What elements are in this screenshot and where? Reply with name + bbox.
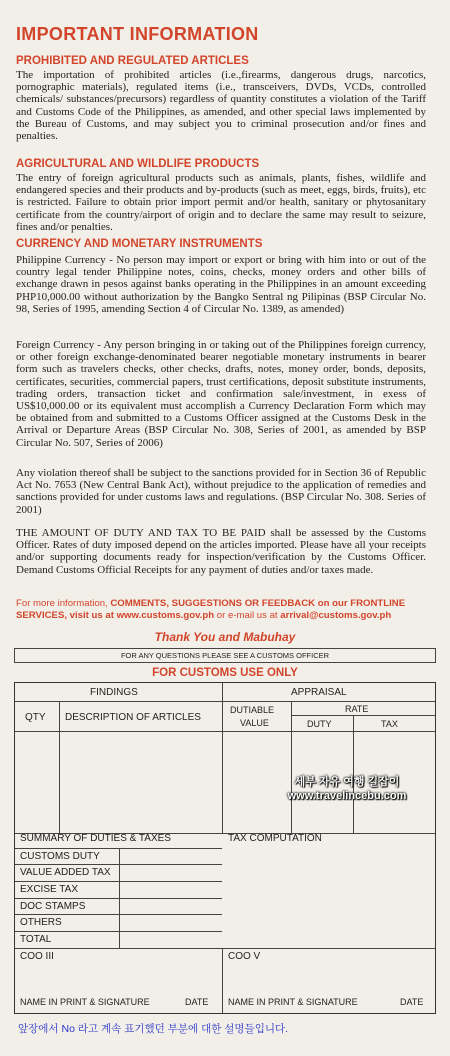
summary-row-total: TOTAL: [20, 934, 52, 945]
summary-row-excise-tax: EXCISE TAX: [20, 884, 78, 895]
contact-website[interactable]: COMMENTS, SUGGESTIONS OR FEEDBACK on our FRONTLINE SERVICES, visit us at www.customs.gov.ph: [16, 598, 406, 621]
tax-header: TAX: [381, 719, 398, 729]
paragraph-violation: Any violation thereof shall be subject to the sanctions provided for in Section 36 of Republic Act No. 7653 (New Central Bank Act), without prejudice to the application of remedies and sanctions provided for under customs laws and regulations. (BSP Circular No. 308. Series of 2001): [16, 467, 426, 516]
coo5-label: COO V: [228, 951, 261, 962]
watermark-url: www.travelincebu.com: [287, 790, 407, 802]
contact-prefix: For more information,: [16, 598, 111, 609]
rate-header: RATE: [345, 704, 369, 714]
summary-row-customs-duty: CUSTOMS DUTY: [20, 851, 100, 862]
contact-middle: or e-mail us at: [214, 610, 281, 621]
thank-you-text: Thank You and Mabuhay: [154, 630, 296, 644]
duty-header: DUTY: [307, 719, 332, 729]
contact-email[interactable]: arrival@customs.gov.ph: [280, 610, 392, 621]
date-right-label: DATE: [400, 997, 424, 1007]
qty-header: QTY: [25, 712, 46, 723]
section-title-agricultural: AGRICULTURAL AND WILDLIFE PRODUCTS: [16, 158, 260, 170]
questions-box: FOR ANY QUESTIONS PLEASE SEE A CUSTOMS OFFICER: [14, 648, 436, 663]
section-title-currency: CURRENCY AND MONETARY INSTRUMENTS: [16, 238, 263, 250]
paragraph-prohibited: The importation of prohibited articles (i.e.,firearms, dangerous drugs, narcotics, pornographic materials), regulated items (i.e., transceivers, DVDs, VCDs, controlled chemicals/ substances/precursors) regardless of quantity constitutes a violation of the Tariff and Customs Code of the Philippines, as amended, and other special laws implemented by the Bureau of Customs, and may subject you to criminal prosecution and/or fines and penalties.: [16, 69, 426, 143]
description-header: DESCRIPTION OF ARTICLES: [65, 712, 201, 723]
coo3-label: COO III: [20, 951, 54, 962]
date-left-label: DATE: [185, 997, 209, 1007]
summary-row-doc-stamps: DOC STAMPS: [20, 901, 86, 912]
summary-row-vat: VALUE ADDED TAX: [20, 867, 111, 878]
findings-header: FINDINGS: [90, 687, 138, 698]
paragraph-philippine-currency: Philippine Currency - No person may import or export or bring with him into or out of the country legal tender Philippine notes, coins, checks, money orders and other bills of exchange drawn in pesos against banks operating in the Philippines in an amount exceeding PHP10,000.00 without authorization by the Bangko Sentral ng Pilipinas (BSP Circular No. 98, Series of 1995, amending Section 4 of Circular No. 1389, as amended): [16, 254, 426, 315]
signature-left-label: NAME IN PRINT & SIGNATURE: [20, 997, 150, 1007]
summary-row-others: OTHERS: [20, 917, 62, 928]
contact-info: [16, 598, 436, 622]
customs-use-only-title: FOR CUSTOMS USE ONLY: [152, 667, 298, 679]
dutiable-header: DUTIABLE: [230, 705, 275, 715]
watermark-title: 세부 자유 여행 길잡이: [294, 776, 400, 788]
page-title: IMPORTANT INFORMATION: [16, 24, 259, 44]
value-header: VALUE: [240, 718, 269, 728]
paragraph-agricultural: The entry of foreign agricultural products such as animals, plants, fishes, wildlife and endangered species and their products and by-products (such as meet, eggs, birds, fruits), etc is restricted. Failure to obtain prior import permit and/or health, sanitary or phytosanitary certificate from the country/airport of origin and to declare the same may result to seizure, fines and/or penalties.: [16, 172, 426, 233]
summary-header: SUMMARY OF DUTIES & TAXES: [20, 833, 171, 844]
blog-watermark: [262, 775, 432, 803]
annotation-note: 앞장에서 No 라고 계속 표기했던 부분에 대한 설명들입니다.: [18, 1023, 289, 1035]
customs-form: [14, 682, 436, 1014]
section-title-prohibited: PROHIBITED AND REGULATED ARTICLES: [16, 55, 249, 67]
paragraph-duty: THE AMOUNT OF DUTY AND TAX TO BE PAID shall be assessed by the Customs Officer. Rates of duty imposed depend on the articles imported. Please have all your receipts and/or supporting documents ready for inspection/verification by the Customs Officer. Demand Customs Official Receipts for any payment of duties and/or taxes made.: [16, 527, 426, 576]
appraisal-header: APPRAISAL: [291, 687, 347, 698]
tax-computation-header: TAX COMPUTATION: [228, 833, 322, 844]
signature-right-label: NAME IN PRINT & SIGNATURE: [228, 997, 358, 1007]
paragraph-foreign-currency: Foreign Currency - Any person bringing in or taking out of the Philippines foreign currency, or other foreign exchange-denominated bearer negotiable monetary instruments in bearer form such as travelers checks, other checks, drafts, notes, money order, bonds, deposits, certificates, securities, commercial papers, trust certifications, deposit substitute instruments, trading orders, transaction ticket and confirmation sale/investment, in exess of US$10,000.00 or its equivalent must accomplish a Currency Declaration Form which may be obtained from and submitted to a Customs Officer assigned at the Customs Desk in the Arrival or Departure Areas (BSP Circular No. 308, Series of 2001, as amended by BSP Circular No. 507, Series of 2006): [16, 339, 426, 449]
